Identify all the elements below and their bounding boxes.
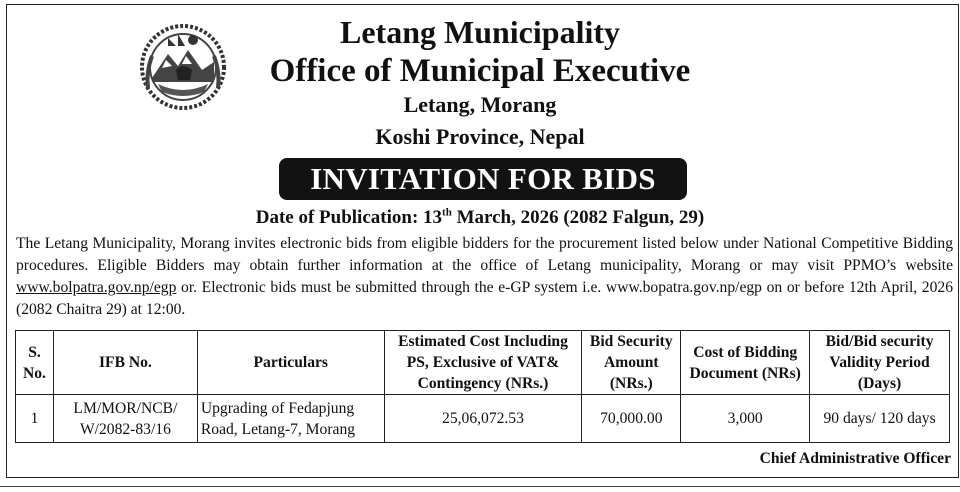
cell-ifb-no: LM/MOR/NCB/ W/2082-83/16 xyxy=(53,395,197,443)
bottom-divider xyxy=(0,486,960,487)
publication-date-rest: March, 2026 (2082 Falgun, 29) xyxy=(456,207,705,228)
signatory-title: Chief Administrative Officer xyxy=(759,450,951,467)
office-province: Koshi Province, Nepal xyxy=(375,124,585,149)
notice-title-banner: INVITATION FOR BIDS xyxy=(279,158,687,200)
header-validity-period: Bid/Bid security Validity Period (Days) xyxy=(810,331,950,395)
publication-day: 13 xyxy=(423,207,443,228)
notice-paragraph xyxy=(16,233,953,321)
publication-day-suffix: th xyxy=(442,206,452,219)
cell-document-cost: 3,000 xyxy=(681,395,810,443)
header-bid-security: Bid Security Amount (NRs.) xyxy=(582,331,681,395)
table-row xyxy=(16,395,950,443)
table-header-row xyxy=(16,331,950,395)
cell-sn: 1 xyxy=(16,395,54,443)
cell-estimated-cost: 25,06,072.53 xyxy=(384,395,582,443)
bid-table xyxy=(15,330,950,443)
notice-text-part1: The Letang Municipality, Morang invites electronic bids from eligible bidders for the procurement listed below under National Competitive Bidding procedures. Eligible Bidders may obtain further information at the office of Letang municipality, Morang or may visit PPMO’s website xyxy=(16,235,953,274)
bolpatra-link[interactable]: www.bolpatra.gov.np/egp xyxy=(16,279,177,296)
header-document-cost: Cost of Bidding Document (NRs) xyxy=(681,331,810,395)
cell-validity-period: 90 days/ 120 days xyxy=(810,395,950,443)
cell-bid-security: 70,000.00 xyxy=(582,395,681,443)
header-ifb-no: IFB No. xyxy=(53,331,197,395)
office-address: Letang, Morang xyxy=(403,92,557,117)
municipality-name: Letang Municipality xyxy=(339,14,620,50)
notice-text-part2: or. Electronic bids must be submitted through the e-GP system i.e. www.bopatra.gov.np/egp on or before 12th April, 2026 (2082 Chaitra 29) at 12:00. xyxy=(16,279,953,318)
header-sn: S. No. xyxy=(16,331,54,395)
header-particulars: Particulars xyxy=(197,331,384,395)
publication-date-label: Date of Publication: xyxy=(255,207,419,228)
header-estimated-cost: Estimated Cost Including PS, Exclusive of VAT& Contingency (NRs.) xyxy=(384,331,582,395)
cell-particulars: Upgrading of Fedapjung Road, Letang-7, Morang xyxy=(197,395,384,443)
office-name: Office of Municipal Executive xyxy=(269,53,691,89)
publication-date xyxy=(0,206,960,230)
